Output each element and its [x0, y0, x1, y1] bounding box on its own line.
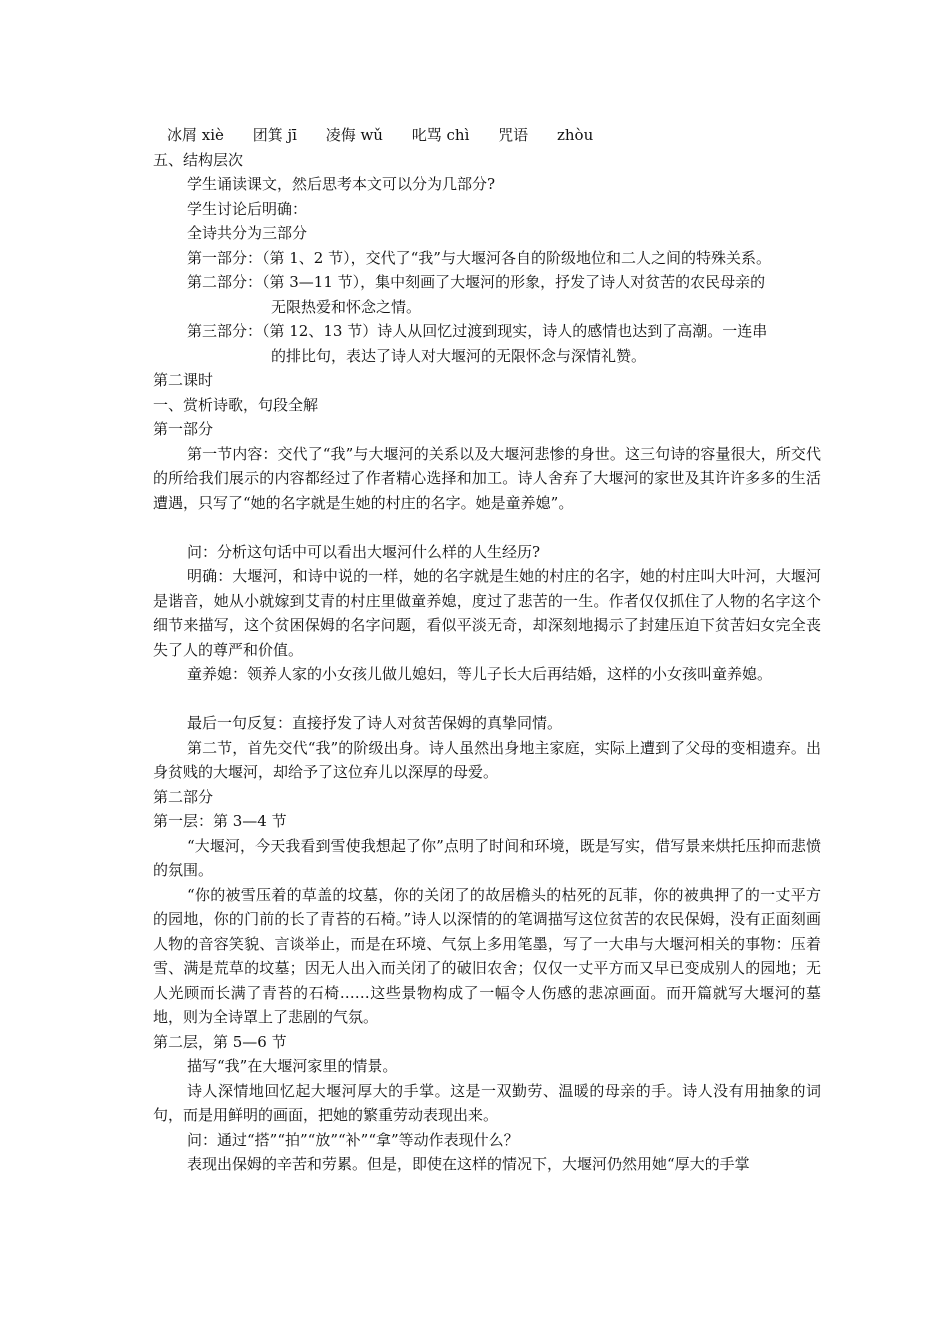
pinyin-item: 冰屑 xiè — [167, 126, 224, 144]
paragraph: 第二节，首先交代“我”的阶级出身。诗人虽然出身地主家庭，实际上遭到了父母的变相遗弃。出身贫贱的大堰河，却给予了这位弃儿以深厚的母爱。 — [153, 738, 821, 781]
paragraph: 学生诵读课文，然后思考本文可以分为几部分? — [187, 175, 496, 193]
paragraph: 第一节内容：交代了“我”与大堰河的关系以及大堰河悲惨的身世。这三句诗的容量很大，所交代的所给我们展示的内容都经过了作者精心选择和加工。诗人舍弃了大堰河的家世及其许许多多的生活遭遇，只写了“她的名字就是生她的村庄的名字。她是童养媳”。 — [153, 444, 821, 512]
pinyin-item: 叱骂 chì — [411, 126, 470, 144]
spacer — [153, 687, 821, 712]
pinyin-row — [153, 123, 821, 148]
layer-heading: 第二层，第 5—6 节 — [153, 1032, 287, 1051]
section-heading: 五、结构层次 — [153, 150, 244, 169]
part-three-summary: 第三部分：（第 12、13 节）诗人从回忆过渡到现实，诗人的感情也达到了高潮。一连串的排比句，表达了诗人对大堰河的无限怀念与深情礼赞。 — [187, 322, 768, 365]
paragraph: “大堰河，今天我看到雪使我想起了你”点明了时间和环境，既是写实，借写景来烘托压抑而悲愤的氛围。 — [153, 836, 821, 879]
definition: 童养媳：领养人家的小女孩儿做儿媳妇，等儿子长大后再结婚，这样的小女孩叫童养媳。 — [187, 665, 773, 683]
paragraph: “你的被雪压着的草盖的坟墓，你的关闭了的故居檐头的枯死的瓦菲，你的被典押了的一丈平方的园地，你的门前的长了青苔的石椅。”诗人以深情的的笔调描写这位贫苦的农民保姆，没有正面刻画人物的音容笑貌、言谈举止，而是在环境、气氛上多用笔墨，写了一大串与大堰河相关的事物：压着雪、满是荒草的坟墓；因无人出入而关闭了的破旧农舍；仅仅一丈平方而又早已变成别人的园地；无人光顾而长满了青苔的石椅……这些景物构成了一幅令人伤感的悲凉画面。而开篇就写大堰河的墓地，则为全诗罩上了悲剧的气氛。 — [153, 885, 821, 1026]
subsection-heading: 第一部分 — [153, 420, 214, 438]
section-heading: 一、赏析诗歌，句段全解 — [153, 395, 319, 414]
subsection-heading: 第二部分 — [153, 787, 214, 806]
pinyin-item: 咒语 — [498, 126, 529, 144]
spacer — [153, 515, 821, 540]
part-two-summary: 第二部分：（第 3—11 节），集中刻画了大堰河的形象，抒发了诗人对贫苦的农民母亲的无限热爱和怀念之情。 — [187, 273, 766, 316]
paragraph: 学生讨论后明确： — [187, 199, 308, 218]
layer-heading: 第一层：第 3—4 节 — [153, 812, 287, 830]
lesson-heading: 第二课时 — [153, 371, 214, 389]
pinyin-item: 团箕 jī — [252, 126, 297, 144]
paragraph: 全诗共分为三部分 — [187, 224, 308, 242]
paragraph: 诗人深情地回忆起大堰河厚大的手掌。这是一双勤劳、温暖的母亲的手。诗人没有用抽象的词句，而是用鲜明的画面，把她的繁重劳动表现出来。 — [153, 1081, 821, 1124]
part-one-summary: 第一部分：（第 1、2 节），交代了“我”与大堰河各自的阶级地位和二人之间的特殊关系。 — [187, 248, 771, 267]
answer: 明确：大堰河，和诗中说的一样，她的名字就是生她的村庄的名字，她的村庄叫大叶河，大堰河是谐音，她从小就嫁到艾青的村庄里做童养媳，度过了悲苦的一生。作者仅仅抓住了人物的名字这个细节来描写，这个贫困保姆的名字问题，看似平淡无奇，却深刻地揭示了封建压迫下贫苦妇女完全丧失了人的尊严和价值。 — [153, 567, 821, 659]
question: 问：分析这句话中可以看出大堰河什么样的人生经历? — [187, 542, 541, 561]
question: 问：通过“搭”“拍”“放”“补”“拿”等动作表现什么？ — [187, 1130, 519, 1149]
pinyin-item: 凌侮 wǔ — [325, 126, 383, 144]
paragraph: 最后一句反复：直接抒发了诗人对贫苦保姆的真挚同情。 — [187, 714, 563, 732]
paragraph: 表现出保姆的辛苦和劳累。但是，即使在这样的情况下，大堰河仍然用她“厚大的手掌 — [187, 1155, 750, 1173]
document-body — [153, 123, 821, 1177]
paragraph: 描写“我”在大堰河家里的情景。 — [187, 1057, 398, 1075]
pinyin-item: zhòu — [556, 126, 594, 144]
